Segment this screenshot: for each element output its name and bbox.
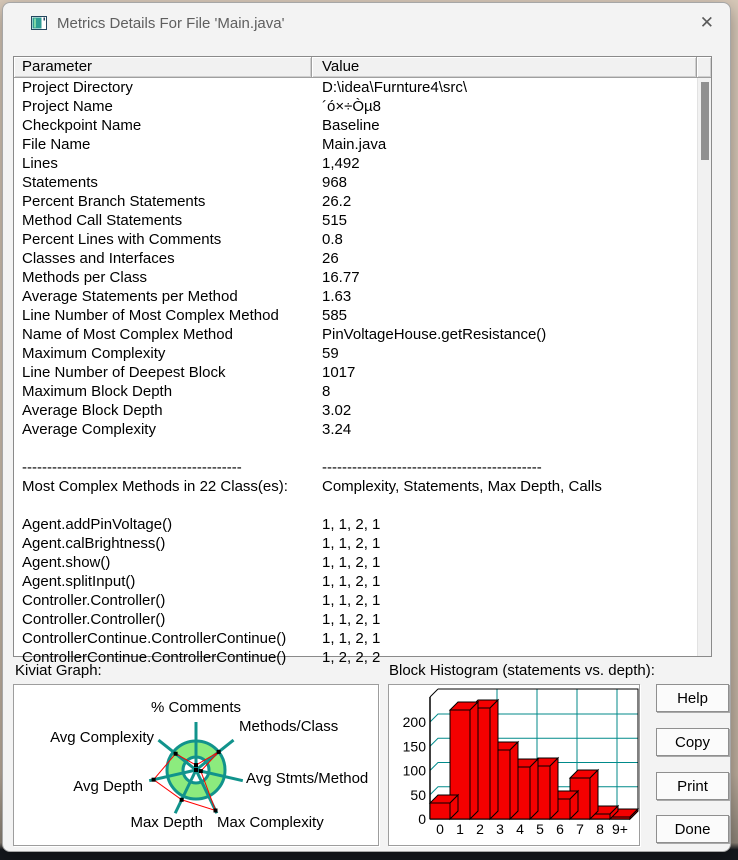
parameter-cell: Average Complexity — [22, 421, 156, 438]
value-cell: 0.8 — [322, 231, 343, 248]
histogram-y-tick-label: 0 — [418, 811, 426, 827]
dialog-title: Metrics Details For File 'Main.java' — [57, 14, 285, 32]
histogram-x-tick-label: 6 — [556, 821, 564, 837]
histogram-x-tick-label: 3 — [496, 821, 504, 837]
parameter-cell: File Name — [22, 136, 91, 153]
value-cell — [312, 496, 697, 515]
parameter-cell — [14, 496, 312, 515]
table-row[interactable] — [14, 154, 697, 173]
table-row[interactable] — [14, 477, 697, 496]
table-row[interactable] — [14, 116, 697, 135]
value-cell: Complexity, Statements, Max Depth, Calls — [322, 478, 602, 495]
table-row[interactable] — [14, 135, 697, 154]
value-cell: -------------------------------------------- — [322, 459, 542, 476]
value-cell: 968 — [322, 174, 348, 191]
help-button[interactable]: Help — [656, 684, 729, 712]
parameter-cell: Percent Branch Statements — [22, 193, 206, 210]
table-row[interactable] — [14, 78, 697, 97]
table-row[interactable] — [14, 192, 697, 211]
column-header-value[interactable]: Value — [312, 57, 697, 77]
close-icon[interactable]: ✕ — [699, 13, 714, 32]
parameter-cell: Line Number of Most Complex Method — [22, 307, 279, 324]
value-cell: 1, 2, 2, 2 — [322, 649, 381, 666]
kiviat-axis-label: Max Complexity — [217, 814, 324, 831]
value-cell: Main.java — [322, 136, 387, 153]
histogram-x-tick-label: 7 — [576, 821, 584, 837]
table-row[interactable] — [14, 382, 697, 401]
histogram-x-tick-label: 2 — [476, 821, 484, 837]
vertical-scrollbar[interactable] — [697, 78, 711, 656]
copy-button[interactable]: Copy — [656, 728, 729, 756]
value-cell: D:\idea\Furnture4\src\ — [322, 79, 468, 96]
parameter-cell: Most Complex Methods in 22 Class(es): — [22, 478, 288, 495]
histogram-x-tick-label: 8 — [596, 821, 604, 837]
title-bar — [3, 3, 730, 43]
table-row[interactable] — [14, 629, 697, 648]
value-cell: 1, 1, 2, 1 — [322, 630, 381, 647]
table-row[interactable] — [14, 439, 697, 458]
table-row[interactable] — [14, 325, 697, 344]
parameter-cell: Percent Lines with Comments — [22, 231, 222, 248]
parameter-cell: Average Statements per Method — [22, 288, 238, 305]
histogram-x-tick-label: 9+ — [612, 821, 628, 837]
histogram-y-tick-label: 100 — [402, 762, 426, 779]
parameter-cell: Maximum Block Depth — [22, 383, 173, 400]
value-cell: 585 — [322, 307, 348, 324]
kiviat-graph-panel — [13, 684, 379, 846]
metrics-list-panel — [13, 56, 712, 666]
kiviat-graph — [14, 685, 378, 845]
parameter-cell: Agent.splitInput() — [22, 573, 136, 590]
value-cell: PinVoltageHouse.getResistance() — [322, 326, 547, 343]
histogram-x-tick-label: 0 — [436, 821, 444, 837]
list-header — [14, 57, 711, 78]
histogram-x-tick-label: 4 — [516, 821, 524, 837]
table-row[interactable] — [14, 572, 697, 591]
list-body — [14, 78, 697, 666]
parameter-cell: ControllerContinue.ControllerContinue() — [22, 649, 287, 666]
kiviat-axis-label: % Comments — [150, 699, 242, 716]
block-histogram-label: Block Histogram (statements vs. depth): — [389, 662, 655, 679]
value-cell: ´ó×÷Òµ8 — [322, 98, 381, 115]
value-cell: 26 — [322, 250, 339, 267]
parameter-cell: Checkpoint Name — [22, 117, 142, 134]
scrollbar-thumb[interactable] — [701, 82, 709, 160]
parameter-cell: Agent.show() — [22, 554, 111, 571]
table-row[interactable] — [14, 211, 697, 230]
parameter-cell: Classes and Interfaces — [22, 250, 175, 267]
value-cell: 1.63 — [322, 288, 352, 305]
column-header-spacer — [697, 57, 711, 77]
value-cell: 26.2 — [322, 193, 352, 210]
parameter-cell: Methods per Class — [22, 269, 148, 286]
table-row[interactable] — [14, 420, 697, 439]
parameter-cell: Statements — [22, 174, 98, 191]
table-row[interactable] — [14, 268, 697, 287]
histogram-x-tick-label: 5 — [536, 821, 544, 837]
histogram-x-tick-label: 1 — [456, 821, 464, 837]
table-row[interactable] — [14, 97, 697, 116]
value-cell: 1017 — [322, 364, 356, 381]
block-histogram-chart — [389, 685, 639, 845]
table-row[interactable] — [14, 553, 697, 572]
parameter-cell: Line Number of Deepest Block — [22, 364, 226, 381]
value-cell — [312, 439, 697, 458]
kiviat-axis-label: Max Depth — [130, 814, 203, 831]
value-cell: 1, 1, 2, 1 — [322, 554, 381, 571]
value-cell: 1, 1, 2, 1 — [322, 535, 381, 552]
kiviat-axis-label: Avg Stmts/Method — [246, 770, 369, 787]
parameter-cell: Method Call Statements — [22, 212, 183, 229]
block-histogram-panel — [388, 684, 640, 846]
kiviat-graph-label: Kiviat Graph: — [15, 662, 102, 679]
histogram-y-tick-label: 150 — [402, 738, 426, 755]
parameter-cell — [14, 439, 312, 458]
table-row[interactable] — [14, 496, 697, 515]
parameter-cell: Lines — [22, 155, 58, 172]
parameter-cell: Project Directory — [22, 79, 133, 96]
table-row[interactable] — [14, 344, 697, 363]
value-cell: 1, 1, 2, 1 — [322, 592, 381, 609]
table-row[interactable] — [14, 249, 697, 268]
value-cell: 1, 1, 2, 1 — [322, 573, 381, 590]
table-row[interactable] — [14, 287, 697, 306]
print-button[interactable]: Print — [656, 772, 729, 800]
table-row[interactable] — [14, 306, 697, 325]
table-row[interactable] — [14, 534, 697, 553]
table-row[interactable] — [14, 363, 697, 382]
kiviat-axis-label: Avg Complexity — [50, 729, 154, 746]
value-cell: 16.77 — [322, 269, 360, 286]
parameter-cell: Controller.Controller() — [22, 592, 166, 609]
value-cell: 3.24 — [322, 421, 352, 438]
value-cell: 1, 1, 2, 1 — [322, 611, 381, 628]
parameter-cell: Maximum Complexity — [22, 345, 166, 362]
value-cell: 1,492 — [322, 155, 360, 172]
value-cell: 59 — [322, 345, 339, 362]
histogram-y-tick-label: 200 — [402, 714, 426, 730]
parameter-cell: Average Block Depth — [22, 402, 163, 419]
value-cell: Baseline — [322, 117, 380, 134]
table-row[interactable] — [14, 458, 697, 477]
metrics-details-dialog — [2, 2, 731, 852]
value-cell: 1, 1, 2, 1 — [322, 516, 381, 533]
table-row[interactable] — [14, 401, 697, 420]
parameter-cell: -------------------------------------------- — [22, 459, 242, 476]
parameter-cell: Agent.calBrightness() — [22, 535, 166, 552]
value-cell: 8 — [322, 383, 331, 400]
parameter-cell: Project Name — [22, 98, 113, 115]
parameter-cell: Agent.addPinVoltage() — [22, 516, 173, 533]
parameter-cell: ControllerContinue.ControllerContinue() — [22, 630, 287, 647]
table-row[interactable] — [14, 591, 697, 610]
parameter-cell: Controller.Controller() — [22, 611, 166, 628]
table-row[interactable] — [14, 230, 697, 249]
histogram-y-tick-label: 50 — [410, 786, 426, 803]
value-cell: 515 — [322, 212, 348, 229]
parameter-cell: Name of Most Complex Method — [22, 326, 233, 343]
kiviat-axis-label: Avg Depth — [73, 778, 143, 795]
table-row[interactable] — [14, 173, 697, 192]
table-row[interactable] — [14, 515, 697, 534]
metrics-app-icon — [31, 16, 47, 30]
value-cell: 3.02 — [322, 402, 352, 419]
kiviat-axis-label: Methods/Class — [239, 718, 339, 735]
done-button[interactable]: Done — [656, 815, 729, 843]
column-header-parameter[interactable]: Parameter — [14, 57, 312, 77]
table-row[interactable] — [14, 610, 697, 629]
